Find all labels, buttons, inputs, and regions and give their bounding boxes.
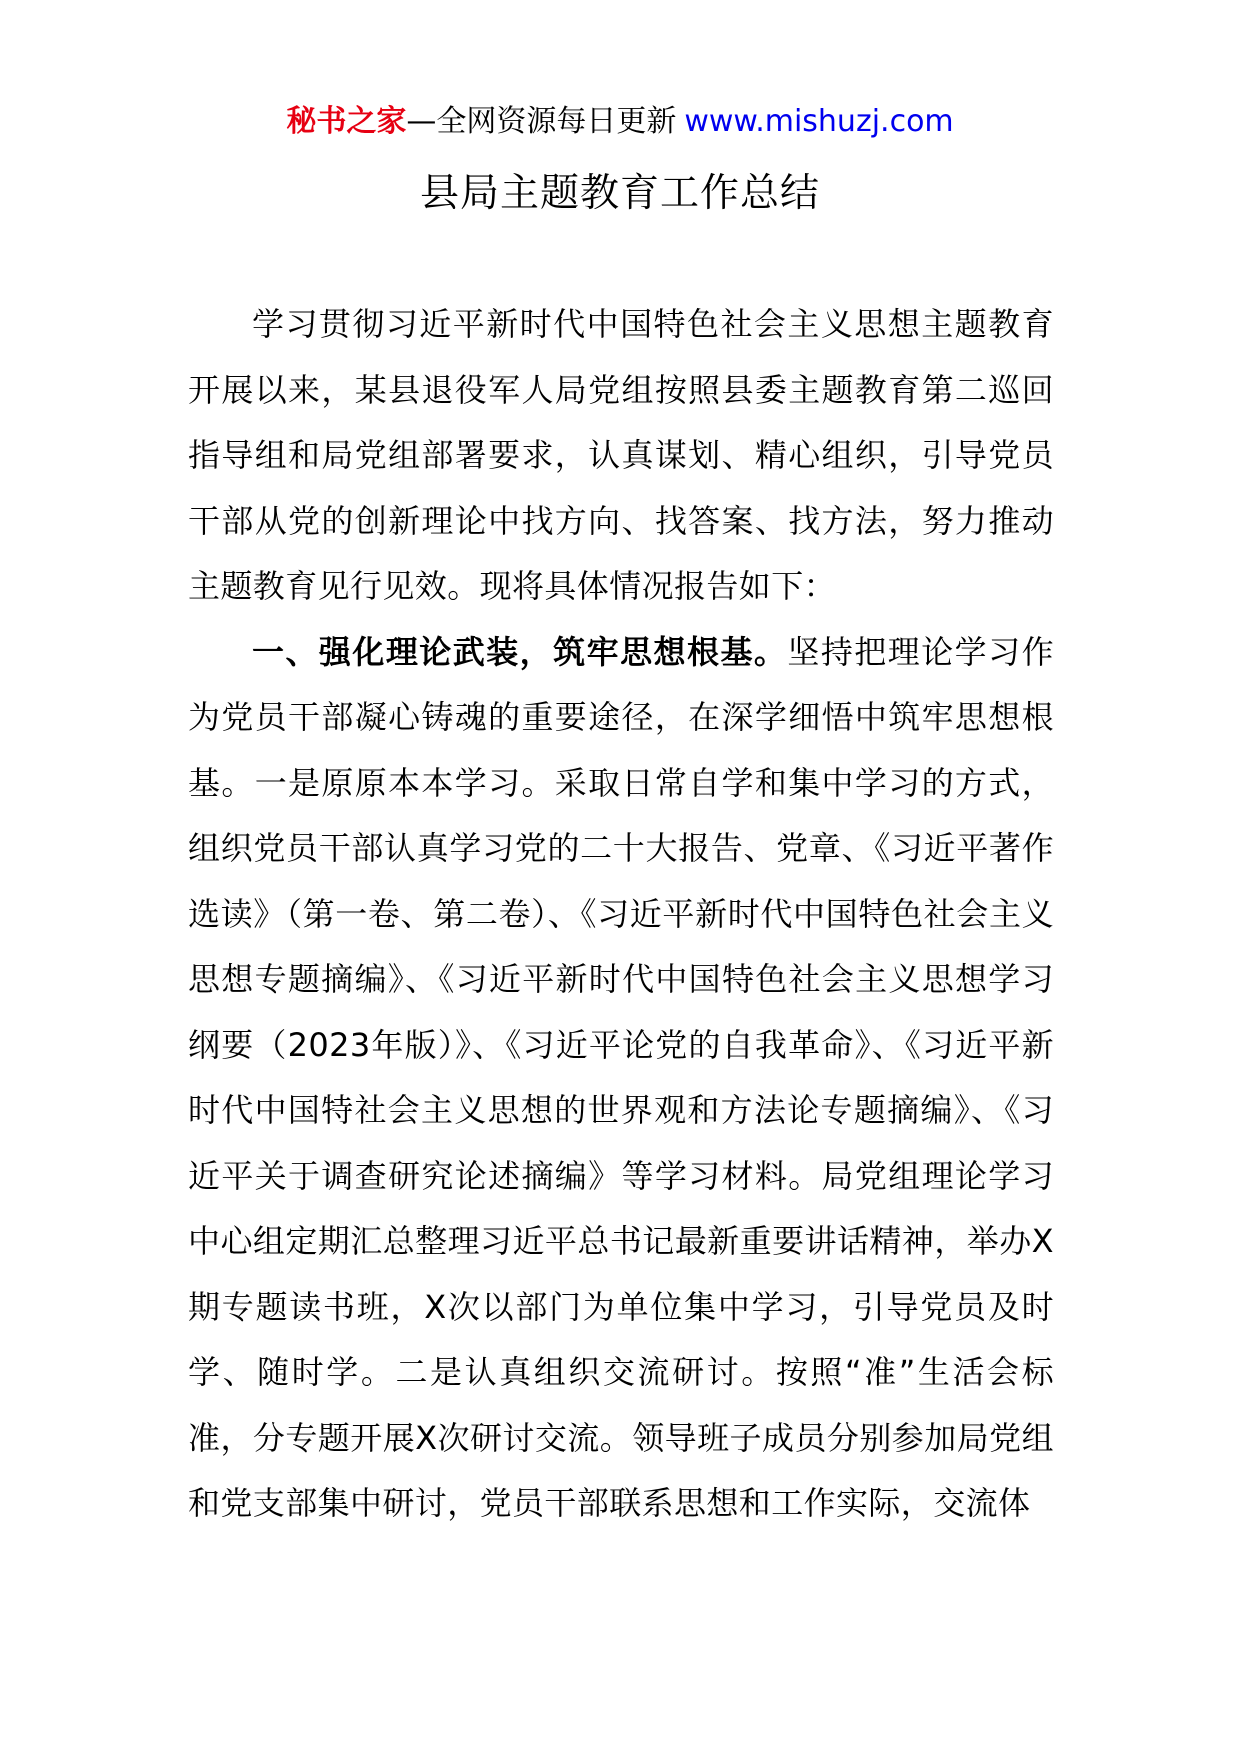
- site-header: [0, 100, 1240, 144]
- document-body: [188, 292, 1054, 1537]
- intro-paragraph: [188, 292, 1054, 620]
- paragraph-text: 学习贯彻习近平新时代中国特色社会主义思想主题教育开展以来，某县退役军人局党组按照县委主题教育第二巡回指导组和局党组部署要求，认真谋划、精心组织，引导党员干部从党的创新理论中找方向、找答案、找方法，努力推动主题教育见行见效。现将具体情况报告如下：: [188, 305, 1054, 605]
- section-heading: 一、强化理论武装，筑牢思想根基。: [252, 632, 788, 671]
- section-one-paragraph: [188, 620, 1054, 1537]
- brand-name: 秘书之家: [286, 104, 407, 139]
- site-url-link[interactable]: www.mishuzj.com: [684, 104, 954, 139]
- document-title: 县局主题教育工作总结: [419, 171, 820, 216]
- paragraph-text: 坚持把理论学习作为党员干部凝心铸魂的重要途径，在深学细悟中筑牢思想根基。一是原原本本学习。采取日常自学和集中学习的方式，组织党员干部认真学习党的二十大报告、党章、《习近平著作选读》（第一卷、第二卷）、《习近平新时代中国特色社会主义思想专题摘编》、《习近平新时代中国特色社会主义思想学习纲要（2023年版）》、《习近平论党的自我革命》、《习近平新时代中国特社会主义思想的世界观和方法论专题摘编》、《习近平关于调查研究论述摘编》等学习材料。局党组理论学习中心组定期汇总整理习近平总书记最新重要讲话精神，举办X期专题读书班，X次以部门为单位集中学习，引导党员及时学、随时学。二是认真组织交流研讨。按照“准”生活会标准，分专题开展X次研讨交流。领导班子成员分别参加局党组和党支部集中研讨，党员干部联系思想和工作实际，交流体: [188, 632, 1054, 1522]
- header-tagline: —全网资源每日更新: [406, 104, 677, 139]
